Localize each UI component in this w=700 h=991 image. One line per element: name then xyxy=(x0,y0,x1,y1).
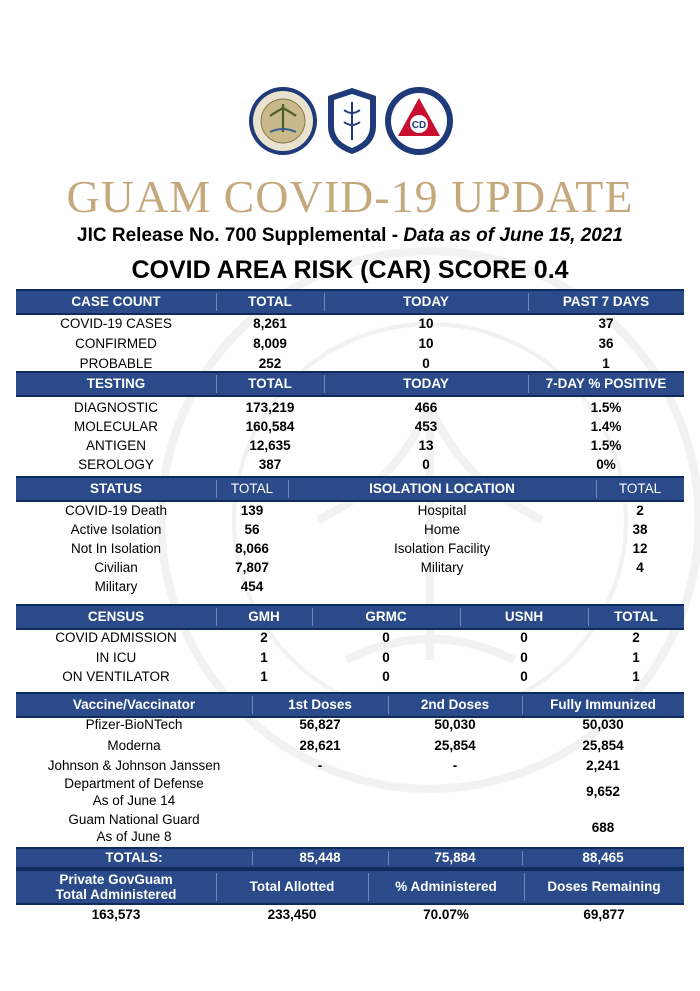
row-total: 173,219 xyxy=(245,400,295,415)
vaccine-2nd-doses: - xyxy=(452,758,458,773)
row-total: 160,584 xyxy=(245,419,295,434)
row-today: 10 xyxy=(418,336,434,351)
vaccine-1st-doses: 28,621 xyxy=(299,738,341,753)
vaccine-2nd-doses: 25,854 xyxy=(434,738,476,753)
release-line xyxy=(0,226,700,245)
totals-row xyxy=(16,847,684,869)
row-total: 387 xyxy=(258,457,282,472)
header-private-govguam: Private GovGuam xyxy=(59,872,173,887)
header-fully-immunized: Fully Immunized xyxy=(550,697,656,712)
header-gmh: GMH xyxy=(248,609,280,624)
status-label: COVID-19 Death xyxy=(64,503,168,518)
census-usnh: 0 xyxy=(520,630,528,645)
row-total: 8,261 xyxy=(253,316,287,331)
status-total: 454 xyxy=(240,579,264,594)
header-doses-remaining: Doses Remaining xyxy=(547,879,661,894)
row-label: COVID-19 CASES xyxy=(60,316,172,331)
row-today: 466 xyxy=(414,400,438,415)
agency-seals xyxy=(0,86,700,162)
vaccine-name: Department of Defense xyxy=(64,776,204,791)
header-usnh: USNH xyxy=(504,609,544,624)
totals-fully-immunized: 88,465 xyxy=(582,850,624,865)
vaccine-name-sub: As of June 14 xyxy=(92,793,176,808)
vaccine-fully-immunized: 9,652 xyxy=(586,784,620,799)
status-total: 56 xyxy=(244,522,260,537)
census-label: COVID ADMISSION xyxy=(55,630,177,645)
vaccine-fully-immunized: 688 xyxy=(591,820,615,835)
allotment-header xyxy=(16,869,684,905)
case-count-section xyxy=(16,289,684,373)
row-past-7: 37 xyxy=(598,316,614,331)
census-label: ON VENTILATOR xyxy=(62,669,170,684)
testing-header xyxy=(16,371,684,397)
value-total-administered: 163,573 xyxy=(91,907,141,922)
isolation-total: 4 xyxy=(636,560,644,575)
row-label: MOLECULAR xyxy=(73,419,159,434)
header-total-administered: Total Administered xyxy=(55,887,177,902)
status-total: 8,066 xyxy=(235,541,269,556)
row-label: SEROLOGY xyxy=(78,457,154,472)
vaccine-1st-doses: - xyxy=(317,758,323,773)
header-2nd-doses: 2nd Doses xyxy=(420,697,490,712)
isolation-label: Home xyxy=(423,522,460,537)
status-section xyxy=(16,476,684,601)
header-grmc: GRMC xyxy=(365,609,407,624)
row-today: 10 xyxy=(418,316,434,331)
row-total: 12,635 xyxy=(249,438,291,453)
status-total: 139 xyxy=(240,503,264,518)
vaccine-fully-immunized: 25,854 xyxy=(582,738,624,753)
row-total: 252 xyxy=(258,356,282,371)
vaccine-fully-immunized: 2,241 xyxy=(586,758,620,773)
isolation-total: 2 xyxy=(636,503,644,518)
header-total: TOTAL xyxy=(248,294,292,309)
row-today: 0 xyxy=(422,356,430,371)
public-health-seal-icon xyxy=(326,86,378,156)
civil-defense-seal-icon xyxy=(384,86,454,156)
census-total: 1 xyxy=(632,650,640,665)
vaccine-section xyxy=(16,692,684,870)
row-positive: 1.5% xyxy=(590,400,622,415)
totals-1st-doses: 85,448 xyxy=(299,850,341,865)
status-label: Military xyxy=(94,579,138,594)
header-testing: TESTING xyxy=(86,376,146,391)
census-grmc: 0 xyxy=(382,630,390,645)
totals-label: TOTALS: xyxy=(105,850,163,865)
census-gmh: 1 xyxy=(260,650,268,665)
census-grmc: 0 xyxy=(382,650,390,665)
testing-section xyxy=(16,371,684,477)
header-total: TOTAL xyxy=(614,609,658,624)
row-past-7: 1 xyxy=(602,356,610,371)
census-usnh: 0 xyxy=(520,669,528,684)
vaccine-fully-immunized: 50,030 xyxy=(582,717,624,732)
header-census: CENSUS xyxy=(87,609,145,624)
totals-2nd-doses: 75,884 xyxy=(434,850,476,865)
allotment-section xyxy=(16,869,684,929)
census-usnh: 0 xyxy=(520,650,528,665)
header-case-count: CASE COUNT xyxy=(71,294,161,309)
svg-text:CD: CD xyxy=(411,120,427,131)
value-doses-remaining: 69,877 xyxy=(583,907,625,922)
header-total: TOTAL xyxy=(248,376,292,391)
vaccine-2nd-doses: 50,030 xyxy=(434,717,476,732)
header-7-day-positive: 7-DAY % POSITIVE xyxy=(545,376,667,391)
header-status: STATUS xyxy=(90,481,142,496)
row-label: DIAGNOSTIC xyxy=(73,400,158,415)
row-positive: 0% xyxy=(596,457,616,472)
census-section xyxy=(16,604,684,688)
release-number: JIC Release No. 700 Supplemental - xyxy=(77,225,404,246)
status-label: Active Isolation xyxy=(70,522,162,537)
row-total: 8,009 xyxy=(253,336,287,351)
census-header xyxy=(16,604,684,630)
header-isolation-location: ISOLATION LOCATION xyxy=(369,481,515,496)
header-today: TODAY xyxy=(403,294,449,309)
case-count-header xyxy=(16,289,684,315)
row-past-7: 36 xyxy=(598,336,614,351)
row-label: CONFIRMED xyxy=(75,336,157,351)
value-percent-administered: 70.07% xyxy=(423,907,469,922)
status-label: Civilian xyxy=(94,560,138,575)
row-positive: 1.5% xyxy=(590,438,622,453)
header-today: TODAY xyxy=(403,376,449,391)
header-1st-doses: 1st Doses xyxy=(288,697,352,712)
census-grmc: 0 xyxy=(382,669,390,684)
row-today: 453 xyxy=(414,419,438,434)
isolation-total: 12 xyxy=(632,541,648,556)
isolation-total: 38 xyxy=(632,522,648,537)
vaccine-name: Guam National Guard xyxy=(68,812,200,827)
header-total-allotted: Total Allotted xyxy=(249,879,335,894)
car-score: COVID AREA RISK (CAR) SCORE 0.4 xyxy=(131,256,569,284)
vaccine-1st-doses: 56,827 xyxy=(299,717,341,732)
header-percent-administered: % Administered xyxy=(395,879,497,894)
header-past-7-days: PAST 7 DAYS xyxy=(562,294,650,309)
census-gmh: 1 xyxy=(260,669,268,684)
row-today: 13 xyxy=(418,438,434,453)
release-date: Data as of June 15, 2021 xyxy=(403,225,623,246)
row-today: 0 xyxy=(422,457,430,472)
census-total: 1 xyxy=(632,669,640,684)
value-total-allotted: 233,450 xyxy=(267,907,317,922)
status-total: 7,807 xyxy=(235,560,269,575)
status-label: Not In Isolation xyxy=(70,541,162,556)
census-label: IN ICU xyxy=(95,650,137,665)
row-positive: 1.4% xyxy=(590,419,622,434)
isolation-label: Military xyxy=(420,560,464,575)
census-gmh: 2 xyxy=(260,630,268,645)
census-total: 2 xyxy=(632,630,640,645)
page-title: GUAM COVID-19 UPDATE xyxy=(66,171,634,222)
vaccine-name-sub: As of June 8 xyxy=(96,829,172,844)
row-label: ANTIGEN xyxy=(85,438,146,453)
vaccine-name: Moderna xyxy=(107,738,161,753)
isolation-label: Isolation Facility xyxy=(393,541,491,556)
vaccine-header xyxy=(16,692,684,718)
governor-seal-icon xyxy=(248,86,318,156)
row-label: PROBABLE xyxy=(79,356,153,371)
header-total: TOTAL xyxy=(230,481,274,496)
vaccine-name: Johnson & Johnson Janssen xyxy=(47,758,221,773)
isolation-label: Hospital xyxy=(417,503,467,518)
status-header xyxy=(16,476,684,502)
header-vaccinator: Vaccine/Vaccinator xyxy=(72,697,196,712)
header-total: TOTAL xyxy=(618,481,662,496)
vaccine-name: Pfizer-BioNTech xyxy=(85,717,183,732)
